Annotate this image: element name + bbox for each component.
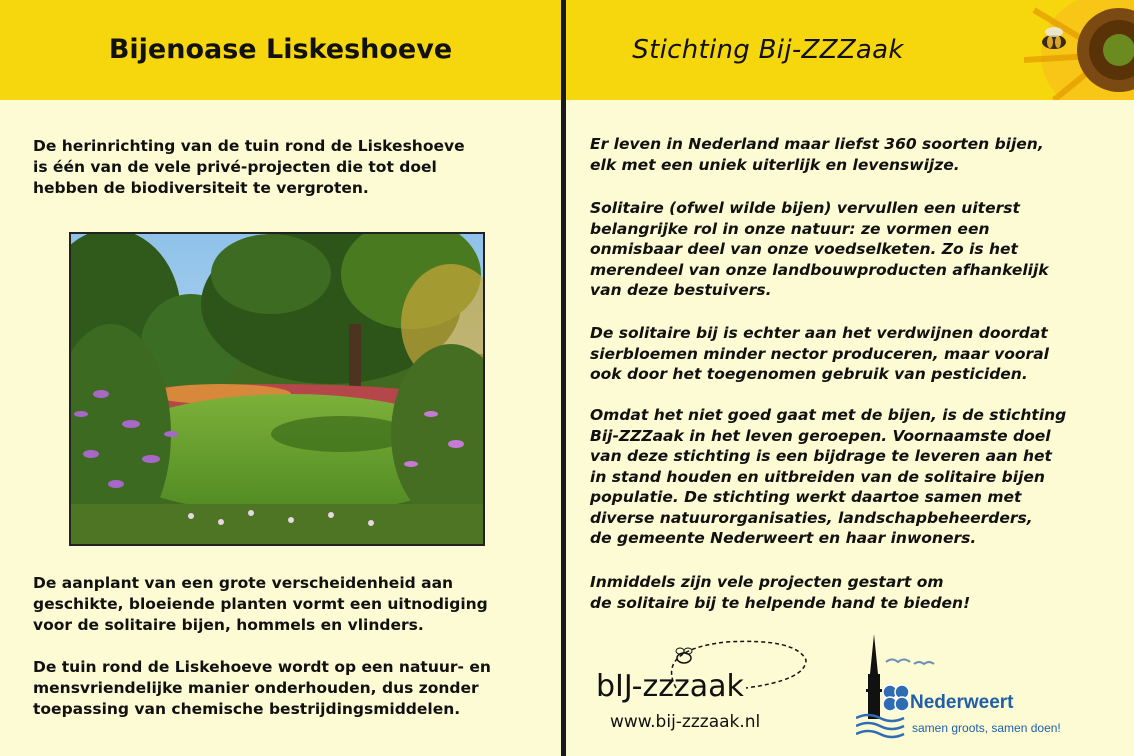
planting-text: De aanplant van een grote verscheidenheid aan geschikte, bloeiende planten vormt een uitnodiging voor de solitaire bijen, hommels en vlinders. [33, 574, 488, 634]
sunflower-icon [1014, 0, 1134, 100]
left-panel [0, 0, 561, 756]
bij-zzzaak-logo [596, 630, 816, 710]
right-panel [566, 0, 1134, 756]
maintenance-text: De tuin rond de Liskehoeve wordt op een natuur- en mensvriendelijke manier onderhouden, dus zonder toepassing van chemische bestrijdingsmiddelen. [33, 658, 491, 718]
projects-paragraph: Inmiddels zijn vele projecten gestart om de solitaire bij te helpende hand te bieden! [590, 573, 971, 612]
decline-paragraph: De solitaire bij is echter aan het verdwijnen doordat sierbloemen minder nector produceren, maar vooral ook door het toegenomen gebruik van pesticiden. [590, 324, 1049, 383]
intro-text: De herinrichting van de tuin rond de Liskeshoeve is één van de vele privé-projecten die tot doel hebben de biodiversiteit te vergroten. [33, 137, 465, 197]
church-icon [866, 634, 882, 719]
bee-icon [676, 648, 692, 663]
intro-paragraph: Er leven in Nederland maar liefst 360 soorten bijen, elk met een uniek uiterlijk en levenswijzе. [590, 135, 1044, 174]
nederweert-logo [856, 634, 1116, 744]
foundation-paragraph: Omdat het niet goed gaat met de bijen, is de stichting Bij-ZZZaak in het leven geroepen. Voornaamste doel van deze stichting is een bijdrage te leveren aan het in stand houden en uitbreiden van de solitaire bijen populatie. De stichting werkt daartoe samen met diverse natuurorganisaties, landschapbeheerders, de gemeente Nederweert en haar inwoners. [590, 406, 1067, 547]
bij-website-link[interactable]: www.bij-zzzaak.nl [610, 712, 761, 732]
garden-photo [69, 232, 485, 546]
nederweert-name: Nederweert [910, 692, 1014, 713]
bij-wordmark: bIJ-zzzaak [596, 669, 744, 704]
foundation-title: Stichting Bij-ZZZaak [632, 35, 904, 65]
page-title: Bijenoase Liskeshoeve [108, 34, 453, 65]
nederweert-slogan: samen groots, samen doen! [912, 721, 1061, 735]
solitary-bees-paragraph: Solitaire (ofwel wilde bijen) vervullen een uiterst belangrijke rol in onze natuur: ze vormen een onmisbaar deel van onze voedselketen. Zo is het merendeel van onze landbouwproducten afhankelijk van deze bestuivers. [590, 199, 1049, 299]
